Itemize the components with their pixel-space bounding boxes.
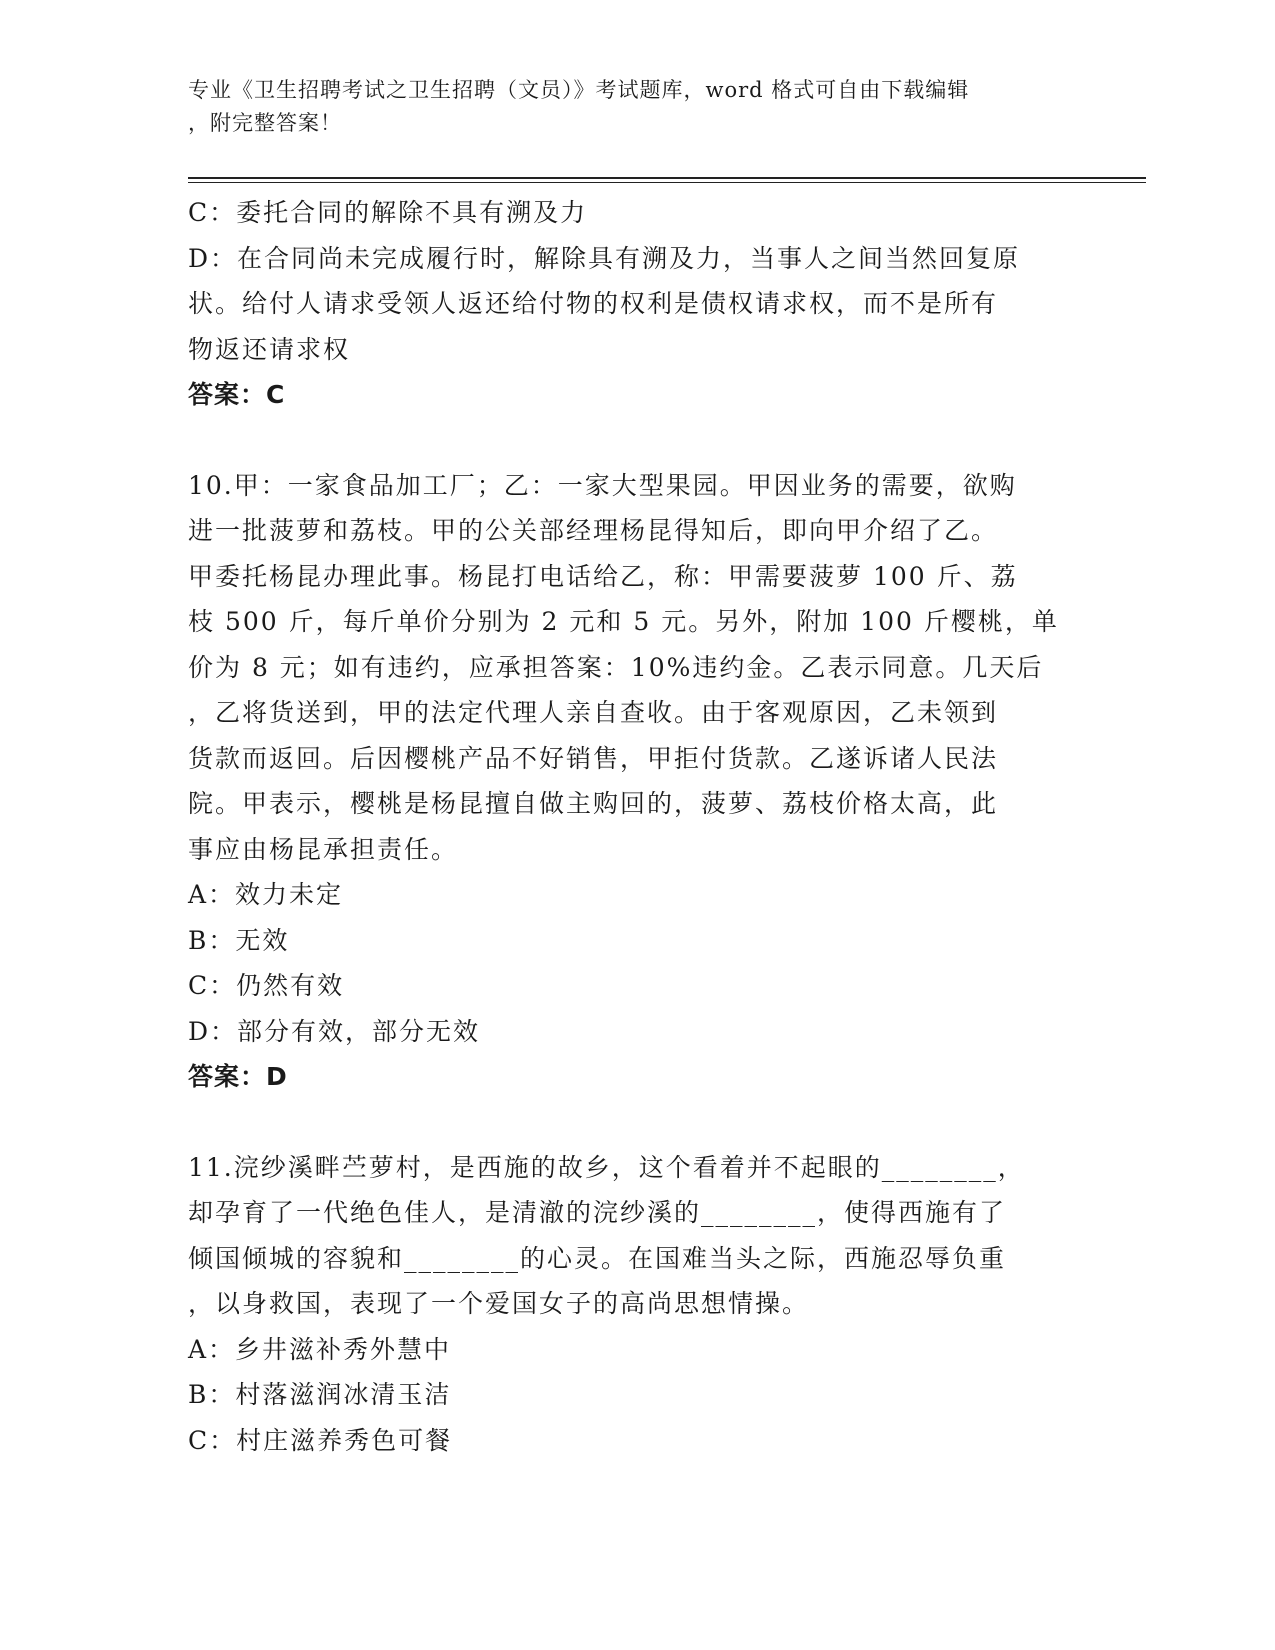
option-b: B：村落滋润冰清玉洁	[188, 1380, 452, 1409]
document-body	[188, 190, 1068, 1463]
question-stem-line: 10.甲：一家食品加工厂；乙：一家大型果园。甲因业务的需要，欲购	[188, 470, 1017, 500]
question-10	[188, 463, 1068, 1100]
question-stem-line: 枝 500 斤，每斤单价分别为 2 元和 5 元。另外，附加 100 斤樱桃，单	[188, 607, 1059, 636]
question-stem-line: 甲委托杨昆办理此事。杨昆打电话给乙，称：甲需要菠萝 100 斤、荔	[188, 561, 1018, 591]
document-header	[188, 74, 1068, 140]
question-stem-line: 事应由杨昆承担责任。	[188, 834, 459, 864]
question-stem-line: 货款而返回。后因樱桃产品不好销售，甲拒付货款。乙遂诉诸人民法	[188, 743, 999, 773]
option-d-line: 状。给付人请求受领人返还给付物的权利是债权请求权，而不是所有	[188, 289, 999, 318]
answer-label: 答案：D	[188, 1062, 288, 1091]
question-stem-line: 价为 8 元；如有违约，应承担答案：10%违约金。乙表示同意。几天后	[188, 652, 1044, 682]
question-stem-line: 11.浣纱溪畔苎萝村，是西施的故乡，这个看着并不起眼的________，	[188, 1152, 1025, 1182]
question-stem-line: ，乙将货送到，甲的法定代理人亲自查收。由于客观原因，乙未领到	[188, 698, 999, 727]
option-b: B：无效	[188, 925, 290, 955]
spacer	[188, 1100, 1068, 1145]
header-rule-thick	[188, 177, 1146, 179]
question-stem-line: 倾国倾城的容貌和________的心灵。在国难当头之际，西施忍辱负重	[188, 1243, 1007, 1273]
option-c: C：村庄滋养秀色可餐	[188, 1425, 453, 1455]
header-line-1: 专业《卫生招聘考试之卫生招聘（文员）》考试题库，word 格式可自由下载编辑	[188, 78, 970, 102]
option-c: C：仍然有效	[188, 971, 345, 1000]
question-stem-line: ，以身救国，表现了一个爱国女子的高尚思想情操。	[188, 1289, 810, 1318]
option-c: C：委托合同的解除不具有溯及力	[188, 198, 588, 227]
spacer	[188, 418, 1068, 463]
answer-label: 答案：C	[188, 380, 286, 409]
option-a: A：乡井滋补秀外慧中	[188, 1334, 452, 1364]
question-stem-line: 院。甲表示，樱桃是杨昆擅自做主购回的，菠萝、荔枝价格太高，此	[188, 789, 999, 818]
option-d-line: 物返还请求权	[188, 334, 351, 364]
question-9-tail	[188, 190, 1068, 418]
question-stem-line: 进一批菠萝和荔枝。甲的公关部经理杨昆得知后，即向甲介绍了乙。	[188, 516, 999, 545]
option-a: A：效力未定	[188, 880, 344, 909]
option-d-line: D：在合同尚未完成履行时，解除具有溯及力，当事人之间当然回复原	[188, 243, 1021, 273]
option-d: D：部分有效，部分无效	[188, 1016, 481, 1046]
header-line-2: ，附完整答案！	[188, 111, 342, 135]
question-stem-line: 却孕育了一代绝色佳人，是清澈的浣纱溪的________，使得西施有了	[188, 1198, 1007, 1227]
question-11	[188, 1145, 1068, 1464]
header-rule-thin	[188, 182, 1146, 183]
